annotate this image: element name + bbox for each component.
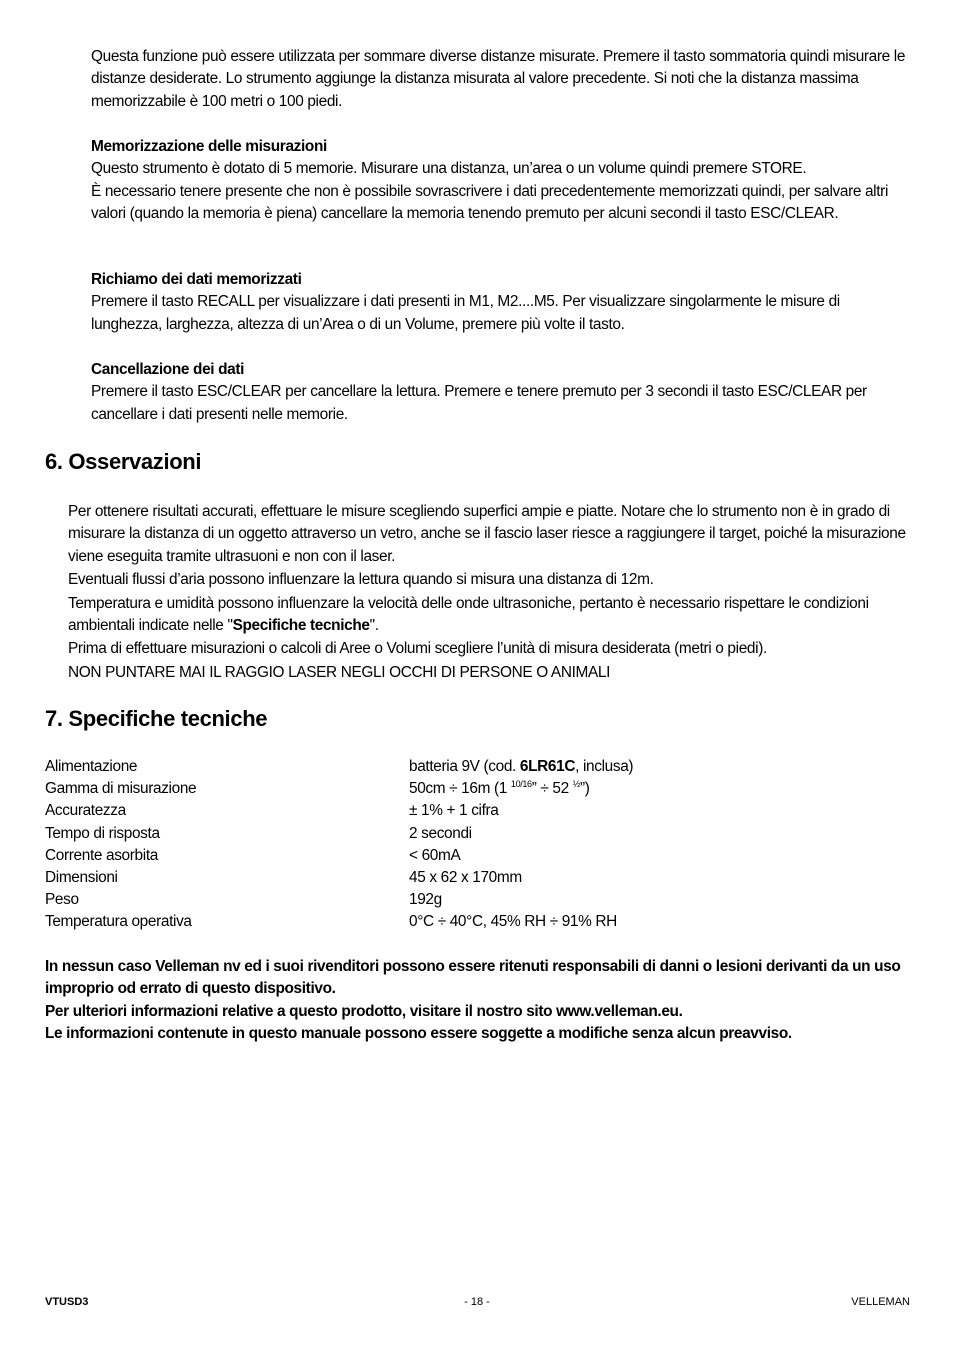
- spec-sup-a: 10/16: [510, 779, 532, 790]
- clear-title: Cancellazione dei dati: [91, 361, 245, 378]
- spec-value: [409, 756, 633, 778]
- section6-p3: [68, 593, 913, 638]
- spec-label: Gamma di misurazione: [45, 780, 197, 798]
- spec-row: [45, 845, 915, 867]
- section6-p4: Prima di effettuare misurazioni o calcoli di Aree o Volumi scegliere l’unità di misura desiderata (metri o piedi).: [68, 640, 767, 658]
- spec-value: ± 1% + 1 cifra: [409, 802, 499, 820]
- spec-label: Accuratezza: [45, 802, 126, 820]
- section6-heading: 6. Osservazioni: [45, 449, 202, 474]
- recall-section: [91, 269, 911, 336]
- footer-brand: VELLEMAN: [851, 1296, 910, 1308]
- spec-row: [45, 867, 915, 889]
- spec-sup-b: ½: [572, 779, 580, 790]
- storage-section: [91, 136, 911, 226]
- spec-label: Alimentazione: [45, 758, 138, 775]
- storage-title: Memorizzazione delle misurazioni: [91, 138, 327, 155]
- section7-heading: 7. Specifiche tecniche: [45, 706, 268, 731]
- section6-p3-after: ".: [369, 617, 379, 635]
- section6-p1: Per ottenere risultati accurati, effettuare le misure scegliendo superfici ampie e piatte. Notare che lo strumento non è in grado di misurare la distanza di un oggetto attraverso un vetro, anche se il fascio laser riesce a raggiungere il target, poiché la misurazione viene eseguita tramite ultrasuoni e non con il laser.: [68, 503, 906, 565]
- spec-label: Temperatura operativa: [45, 913, 192, 931]
- clear-section: [91, 359, 911, 426]
- spec-value-b: ” ÷ 52: [531, 780, 573, 798]
- spec-row: [45, 823, 915, 845]
- footer-page-number: - 18 -: [464, 1296, 490, 1308]
- spec-row: [45, 889, 915, 911]
- spec-value: 0°C ÷ 40°C, 45% RH ÷ 91% RH: [409, 913, 617, 931]
- spec-label: Corrente asorbita: [45, 846, 158, 864]
- recall-title: Richiamo dei dati memorizzati: [91, 271, 302, 288]
- section6-p2: Eventuali flussi d’aria possono influenzare la lettura quando si misura una distanza di 12m.: [68, 571, 654, 589]
- spec-value-pre: batteria 9V (cod.: [409, 758, 520, 775]
- section6-p5: NON PUNTARE MAI IL RAGGIO LASER NEGLI OCCHI DI PERSONE O ANIMALI: [68, 663, 611, 681]
- spec-value-c: ”): [579, 780, 590, 798]
- spec-label: Dimensioni: [45, 869, 118, 887]
- footer-model: VTUSD3: [45, 1296, 89, 1308]
- disclaimer-line1: In nessun caso Velleman nv ed i suoi rivenditori possono essere ritenuti responsabili di danni o lesioni derivanti da un uso improprio od errato di questo dispositivo.: [45, 958, 901, 998]
- spec-label: Peso: [45, 891, 79, 909]
- section6-p3-bold: Specifiche tecniche: [232, 617, 370, 635]
- spec-value: [409, 778, 590, 800]
- spec-row: [45, 756, 915, 778]
- spec-value: 2 secondi: [409, 824, 472, 842]
- section6-p3-before: Temperatura e umidità possono influenzare la velocità delle onde ultrasoniche, pertanto è necessario rispettare le condizioni ambientali indicate nelle ": [68, 594, 869, 635]
- storage-line1: Questo strumento è dotato di 5 memorie. Misurare una distanza, un’area o un volume quindi premere STORE.: [91, 160, 807, 178]
- spec-value: 192g: [409, 891, 442, 909]
- disclaimer: [45, 956, 915, 1046]
- spec-row: [45, 800, 915, 822]
- disclaimer-line2: Per ulteriori informazioni relative a questo prodotto, visitare il nostro sito www.velleman.eu.: [45, 1002, 683, 1020]
- clear-text: Premere il tasto ESC/CLEAR per cancellare la lettura. Premere e tenere premuto per 3 secondi il tasto ESC/CLEAR per cancellare i dati presenti nelle memorie.: [91, 383, 867, 423]
- spec-value-bold: 6LR61C: [519, 758, 576, 775]
- recall-text: Premere il tasto RECALL per visualizzare i dati presenti in M1, M2....M5. Per visualizzare singolarmente le misure di lunghezza, larghezza, altezza di un’Area o di un Volume, premere più volte il tasto.: [91, 293, 840, 333]
- storage-line2: È necessario tenere presente che non è possibile sovrascrivere i dati precedentemente memorizzati quindi, per salvare altri valori (quando la memoria è piena) cancellare la memoria tenendo premuto per alcuni secondi il tasto ESC/CLEAR.: [91, 182, 889, 223]
- summation-section: [91, 46, 911, 113]
- spec-row: [45, 911, 915, 933]
- spec-value: < 60mA: [409, 846, 461, 864]
- disclaimer-line3: Le informazioni contenute in questo manuale possono essere soggette a modifiche senza alcun preavviso.: [45, 1025, 792, 1043]
- section6-body: [68, 501, 913, 685]
- summation-text: Questa funzione può essere utilizzata per sommare diverse distanze misurate. Premere il tasto sommatoria quindi misurare le distanze desiderate. Lo strumento aggiunge la distanza misurata al valore precedente. Si noti che la distanza massima memorizzabile è 100 metri o 100 piedi.: [91, 48, 906, 110]
- spec-value-post: , inclusa): [575, 758, 634, 775]
- spec-label: Tempo di risposta: [45, 824, 160, 842]
- spec-value-a: 50cm ÷ 16m (1: [409, 780, 511, 798]
- spec-value: 45 x 62 x 170mm: [409, 869, 522, 887]
- specs-table: [45, 756, 915, 934]
- spec-row: [45, 778, 915, 800]
